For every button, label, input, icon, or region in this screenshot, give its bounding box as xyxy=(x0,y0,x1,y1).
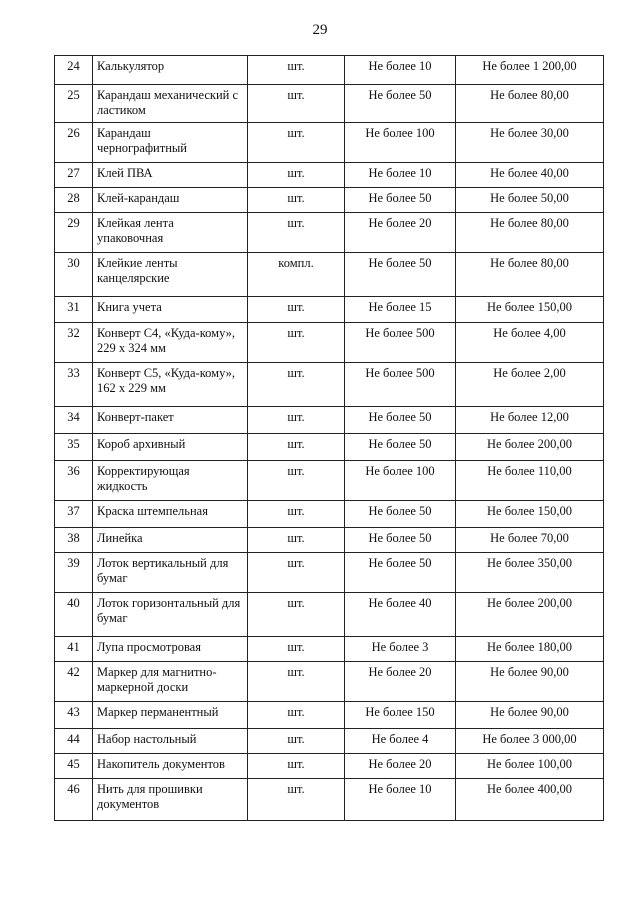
table-row xyxy=(55,702,604,729)
item-name-cell: Клей ПВА xyxy=(93,163,248,188)
unit-cell: шт. xyxy=(248,56,345,85)
price-cell xyxy=(456,85,604,123)
quantity-cell xyxy=(345,528,456,553)
quantity-text: Не более 500 xyxy=(365,366,435,380)
row-number-cell: 35 xyxy=(55,434,93,461)
unit-cell: шт. xyxy=(248,123,345,163)
table-row xyxy=(55,461,604,501)
row-number-cell: 40 xyxy=(55,593,93,637)
price-text: Не более 80,00 xyxy=(490,88,569,102)
quantity-text: Не более 20 xyxy=(368,757,432,771)
price-cell xyxy=(456,501,604,528)
quantity-cell xyxy=(345,56,456,85)
unit-cell: шт. xyxy=(248,553,345,593)
price-text: Не более 90,00 xyxy=(490,665,569,679)
item-name-cell: Маркер для магнитно-маркерной доски xyxy=(93,662,248,702)
quantity-cell xyxy=(345,779,456,821)
page-number: 29 xyxy=(312,22,328,38)
quantity-cell xyxy=(345,363,456,407)
quantity-cell xyxy=(345,123,456,163)
table-row xyxy=(55,729,604,754)
table-row xyxy=(55,188,604,213)
quantity-cell xyxy=(345,637,456,662)
quantity-text: Не более 10 xyxy=(368,59,432,73)
item-name-cell: Конверт С4, «Куда-кому», 229 х 324 мм xyxy=(93,323,248,363)
quantity-cell xyxy=(345,188,456,213)
price-text: Не более 110,00 xyxy=(487,464,572,478)
quantity-text: Не более 50 xyxy=(368,191,432,205)
price-cell xyxy=(456,729,604,754)
price-cell xyxy=(456,253,604,297)
row-number-cell: 45 xyxy=(55,754,93,779)
quantity-text: Не более 150 xyxy=(365,705,435,719)
table-row xyxy=(55,754,604,779)
quantity-cell xyxy=(345,407,456,434)
quantity-text: Не более 10 xyxy=(368,166,432,180)
price-cell xyxy=(456,593,604,637)
quantity-text: Не более 20 xyxy=(368,665,432,679)
quantity-cell xyxy=(345,297,456,323)
unit-cell: шт. xyxy=(248,434,345,461)
item-name-cell: Маркер перманентный xyxy=(93,702,248,729)
unit-cell: шт. xyxy=(248,501,345,528)
price-text: Не более 50,00 xyxy=(490,191,569,205)
row-number-cell: 31 xyxy=(55,297,93,323)
table-row xyxy=(55,163,604,188)
price-text: Не более 80,00 xyxy=(490,256,569,270)
quantity-cell xyxy=(345,163,456,188)
unit-cell: шт. xyxy=(248,637,345,662)
quantity-cell xyxy=(345,501,456,528)
quantity-text: Не более 50 xyxy=(368,437,432,451)
item-name-cell: Лупа просмотровая xyxy=(93,637,248,662)
quantity-text: Не более 4 xyxy=(371,732,429,746)
quantity-text: Не более 500 xyxy=(365,326,435,340)
item-name-cell: Калькулятор xyxy=(93,56,248,85)
price-cell xyxy=(456,56,604,85)
quantity-cell xyxy=(345,593,456,637)
unit-cell: шт. xyxy=(248,85,345,123)
unit-cell: шт. xyxy=(248,779,345,821)
table-row xyxy=(55,501,604,528)
table-row xyxy=(55,593,604,637)
row-number-cell: 26 xyxy=(55,123,93,163)
item-name-cell: Набор настольный xyxy=(93,729,248,754)
unit-cell: шт. xyxy=(248,729,345,754)
row-number-cell: 42 xyxy=(55,662,93,702)
price-cell xyxy=(456,662,604,702)
quantity-text: Не более 50 xyxy=(368,556,432,570)
item-name-cell: Лоток вертикальный для бумаг xyxy=(93,553,248,593)
table-row xyxy=(55,297,604,323)
quantity-text: Не более 100 xyxy=(365,464,435,478)
item-name-cell: Короб архивный xyxy=(93,434,248,461)
table-row xyxy=(55,553,604,593)
quantity-cell xyxy=(345,553,456,593)
row-number-cell: 24 xyxy=(55,56,93,85)
row-number-cell: 39 xyxy=(55,553,93,593)
item-name-cell: Краска штемпельная xyxy=(93,501,248,528)
price-text: Не более 40,00 xyxy=(490,166,569,180)
item-name-cell: Накопитель документов xyxy=(93,754,248,779)
quantity-cell xyxy=(345,754,456,779)
unit-cell: шт. xyxy=(248,528,345,553)
row-number-cell: 41 xyxy=(55,637,93,662)
quantity-cell xyxy=(345,434,456,461)
item-name-cell: Конверт-пакет xyxy=(93,407,248,434)
price-cell xyxy=(456,297,604,323)
price-cell xyxy=(456,407,604,434)
unit-cell: шт. xyxy=(248,754,345,779)
unit-cell: шт. xyxy=(248,323,345,363)
price-text: Не более 4,00 xyxy=(493,326,566,340)
table-row xyxy=(55,528,604,553)
quantity-cell xyxy=(345,461,456,501)
price-text: Не более 90,00 xyxy=(490,705,569,719)
price-cell xyxy=(456,323,604,363)
price-cell xyxy=(456,754,604,779)
row-number-cell: 37 xyxy=(55,501,93,528)
row-number-cell: 29 xyxy=(55,213,93,253)
row-number-cell: 28 xyxy=(55,188,93,213)
unit-cell: шт. xyxy=(248,297,345,323)
quantity-text: Не более 100 xyxy=(365,126,435,140)
quantity-text: Не более 50 xyxy=(368,504,432,518)
quantity-text: Не более 3 xyxy=(371,640,429,654)
price-text: Не более 100,00 xyxy=(487,757,572,771)
price-cell xyxy=(456,702,604,729)
quantity-cell xyxy=(345,662,456,702)
row-number-cell: 32 xyxy=(55,323,93,363)
row-number-cell: 46 xyxy=(55,779,93,821)
item-name-cell: Карандаш механический с ластиком xyxy=(93,85,248,123)
item-name-cell: Клей-карандаш xyxy=(93,188,248,213)
quantity-cell xyxy=(345,85,456,123)
unit-cell: шт. xyxy=(248,662,345,702)
table-row xyxy=(55,637,604,662)
row-number-cell: 38 xyxy=(55,528,93,553)
row-number-cell: 36 xyxy=(55,461,93,501)
row-number-cell: 43 xyxy=(55,702,93,729)
price-cell xyxy=(456,163,604,188)
item-name-cell: Нить для прошивки документов xyxy=(93,779,248,821)
table-row xyxy=(55,662,604,702)
quantity-cell xyxy=(345,702,456,729)
item-name-cell: Книга учета xyxy=(93,297,248,323)
item-name-cell: Лоток горизонтальный для бумаг xyxy=(93,593,248,637)
price-text: Не более 1 200,00 xyxy=(482,59,577,73)
quantity-text: Не более 50 xyxy=(368,88,432,102)
row-number-cell: 27 xyxy=(55,163,93,188)
price-text: Не более 350,00 xyxy=(487,556,572,570)
price-cell xyxy=(456,213,604,253)
quantity-text: Не более 40 xyxy=(368,596,432,610)
item-name-cell: Корректирующая жидкость xyxy=(93,461,248,501)
table-row xyxy=(55,434,604,461)
table-row xyxy=(55,323,604,363)
row-number-cell: 25 xyxy=(55,85,93,123)
row-number-cell: 34 xyxy=(55,407,93,434)
row-number-cell: 30 xyxy=(55,253,93,297)
item-name-cell: Клейкая лента упаковочная xyxy=(93,213,248,253)
table-row xyxy=(55,123,604,163)
table-row xyxy=(55,253,604,297)
row-number-cell: 44 xyxy=(55,729,93,754)
unit-cell: шт. xyxy=(248,593,345,637)
price-text: Не более 12,00 xyxy=(490,410,569,424)
price-cell xyxy=(456,123,604,163)
quantity-cell xyxy=(345,213,456,253)
price-cell xyxy=(456,434,604,461)
price-cell xyxy=(456,637,604,662)
price-text: Не более 150,00 xyxy=(487,300,572,314)
table-row xyxy=(55,56,604,85)
unit-cell: шт. xyxy=(248,163,345,188)
item-name-cell: Карандаш чернографитный xyxy=(93,123,248,163)
row-number-cell: 33 xyxy=(55,363,93,407)
quantity-text: Не более 10 xyxy=(368,782,432,796)
quantity-text: Не более 50 xyxy=(368,531,432,545)
quantity-text: Не более 50 xyxy=(368,410,432,424)
price-cell xyxy=(456,363,604,407)
unit-cell: шт. xyxy=(248,461,345,501)
quantity-cell xyxy=(345,729,456,754)
price-cell xyxy=(456,188,604,213)
unit-cell: шт. xyxy=(248,213,345,253)
quantity-text: Не более 50 xyxy=(368,256,432,270)
table-row xyxy=(55,85,604,123)
unit-cell: шт. xyxy=(248,363,345,407)
quantity-cell xyxy=(345,323,456,363)
price-text: Не более 150,00 xyxy=(487,504,572,518)
price-cell xyxy=(456,553,604,593)
price-text: Не более 3 000,00 xyxy=(482,732,577,746)
supplies-table xyxy=(54,55,604,821)
price-cell xyxy=(456,528,604,553)
price-text: Не более 200,00 xyxy=(487,437,572,451)
unit-cell: шт. xyxy=(248,188,345,213)
item-name-cell: Конверт С5, «Куда-кому», 162 х 229 мм xyxy=(93,363,248,407)
price-text: Не более 80,00 xyxy=(490,216,569,230)
unit-cell: компл. xyxy=(248,253,345,297)
price-text: Не более 70,00 xyxy=(490,531,569,545)
item-name-cell: Линейка xyxy=(93,528,248,553)
item-name-cell: Клейкие ленты канцелярские xyxy=(93,253,248,297)
quantity-text: Не более 15 xyxy=(368,300,432,314)
table-body xyxy=(55,56,604,821)
unit-cell: шт. xyxy=(248,702,345,729)
quantity-text: Не более 20 xyxy=(368,216,432,230)
price-text: Не более 180,00 xyxy=(487,640,572,654)
table-row xyxy=(55,213,604,253)
price-cell xyxy=(456,461,604,501)
table-row xyxy=(55,779,604,821)
price-text: Не более 2,00 xyxy=(493,366,566,380)
table-row xyxy=(55,407,604,434)
table-row xyxy=(55,363,604,407)
unit-cell: шт. xyxy=(248,407,345,434)
price-text: Не более 200,00 xyxy=(487,596,572,610)
price-text: Не более 400,00 xyxy=(487,782,572,796)
price-text: Не более 30,00 xyxy=(490,126,569,140)
quantity-cell xyxy=(345,253,456,297)
price-cell xyxy=(456,779,604,821)
